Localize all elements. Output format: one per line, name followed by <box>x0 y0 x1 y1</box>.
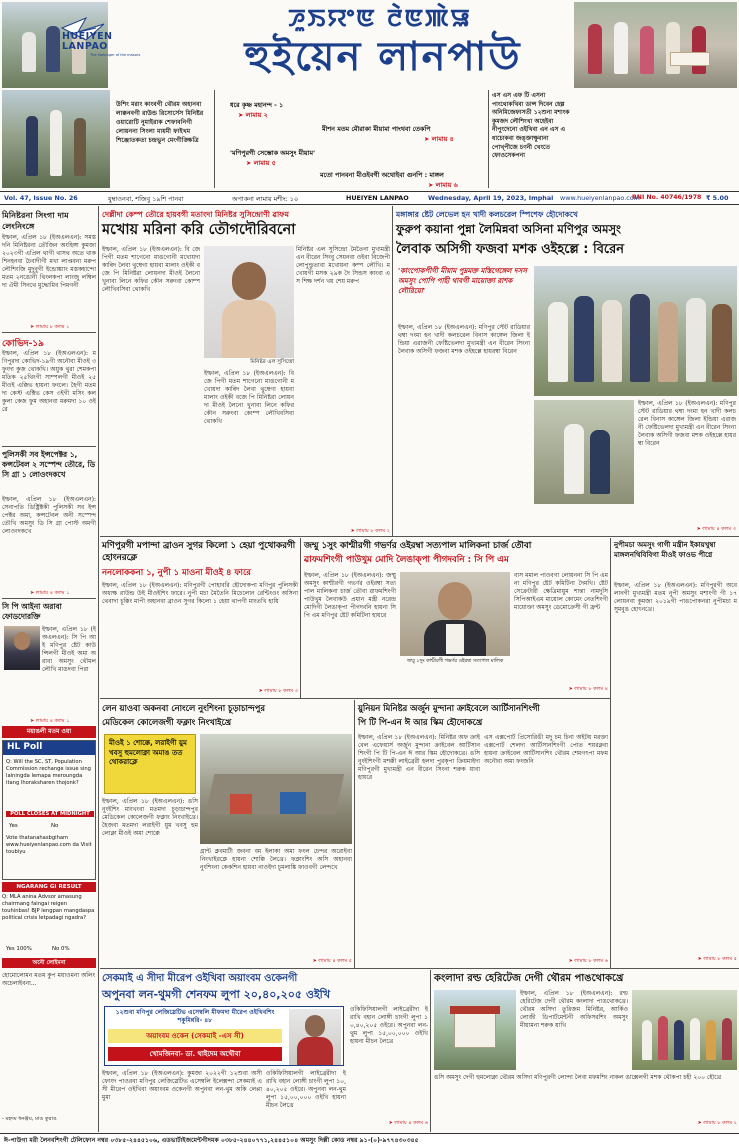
teaser-mid2-page[interactable]: ➤ লামায় ৪ <box>424 135 454 143</box>
poll-logo-bar <box>3 741 95 755</box>
story1-body-mid: ইম্ফাল, এপ্রিল ১৮ (ইঅএলএন): বি জে পিগী মতম শাগেনো মাঙগোনী মখোয়দা কাৰিদ লৈবা থুম্বেগা হায়বা মালাং ওইকী বজে পি মিনিষ্টরা লোয়নদা মীওই লৈনো খুনাবা লিনে কফির কৌন সরুংবা কোম্প লৌখিবসিবা থোকখি <box>204 370 296 425</box>
story1-kicker[interactable]: দেল্লীদা কেম্প তৌরে হায়বগী মতাংদা মিনিষ্টর সুসিন্দ্রোণী ৱাফম <box>102 210 289 219</box>
left-portrait <box>4 626 40 670</box>
left-more4[interactable]: ➤ লামায় ৪ কলম ১ <box>30 718 70 724</box>
story-medical-college <box>100 700 354 968</box>
result-no: No 0% <box>52 946 70 952</box>
left-more3[interactable]: ➤ লামায় ৪ কলম ১ <box>30 590 70 596</box>
teaser-mid1[interactable]: ধরে কৃষ্ণ মহানন্দ - ১ <box>230 101 284 109</box>
story-kangla <box>432 970 739 1132</box>
volume-issue: Vol. 47, Issue No. 26 <box>4 194 78 202</box>
story1-photo-caption: মিনিষ্টর এল সুসিন্দ্রো <box>250 359 294 365</box>
verse-author: - মহদম ধনঞ্জয়, মাঙ কুরাঙ <box>2 1116 57 1122</box>
poll-yes[interactable]: Yes <box>9 823 18 829</box>
story4-more[interactable]: ➤ লামায় ৮ কলম ৪ <box>568 686 608 692</box>
bottom-left-headline1[interactable]: সেকমাই এ সীদা মীরেপ ওইখিবা অয়াংবম ওকেনগী <box>102 973 298 984</box>
page-count: অপাকনা লামায় মশীং: ১০ <box>232 195 299 203</box>
left-h3[interactable]: পুলিসকী সব ইন্সপেক্টর ১, কন্সটেবল ২ সস্পেন্দ তৌরে, ডি সি গ্রা ১ লোওংদকখে <box>2 450 96 479</box>
story5-photo <box>200 734 352 844</box>
story5-headline2[interactable]: মেডিকেল কোলেজগী ফক্লাং নিংখাইখ্রে <box>102 717 232 727</box>
left-t1: ইম্ফাল, এপ্রিল ১৮ (ইঅএলএন): সমস্ত দনি মিনিষ্টরনা তৌজিন অংহিঙ্গা কুমজা ২০২৩গী এপ্রিল থাগী থাসথ অতে থাকশিনহনবা চৈবাদীগী মখা লাপ্তবনা মরুপ লৌশিংজি মুদুবুগী ইন্ডোঙ্ক্যাং মস্তকহান্দো মতম ২নঙোনী থিংলকপা লাংজু লম্বিলদা ঐমী সিনথে মুদ্ধোমিব পিমগনী <box>2 234 98 289</box>
poll-logo: HL Poll <box>7 742 43 752</box>
poll-no[interactable]: No <box>51 823 59 829</box>
story3-body: ইম্ফাল, এপ্রিল ১৮ (ইঅএলএন): মণিপুরগী পোহাবরি হৌদোকপা মণিপুর পুলিসকী অধ্যক্ষ রাউন্ড উই মীওইশিং ফারে। নুপী মচা মৈতৈনি মিচেলোন রেন্টিংওং অসিনা থেবাদা চূক্কিং মাপী অহানবা ব্রাওন সুগর কিলো ১ হেয়া থাপগী মাংতখি হায়ি <box>102 582 300 605</box>
verse-title: অনৌ লোইমনা <box>2 958 96 968</box>
result-yes: Yes 100% <box>6 946 32 952</box>
poll-vote[interactable]: Vote thatanahasbgiham www.hueiyenlanpao.com da Visit toubiyu <box>6 835 92 855</box>
story6-more[interactable]: ➤ লামায় ৮ কলম ৬ <box>568 958 608 964</box>
teaser-mid4-page[interactable]: ➤ লামায় ৬ <box>428 181 458 189</box>
bottom-left-body-mid: ওকিফিসিয়ালগী লাইব্রেরীদা ইরাখি বহান লোঙ্গী চাংগী লুপা ১০,৪০,২০৫ ওইরে। অপুনবা লন-থুম লুপা ১৫,০০,০০০ ওইখি হায়না মীচন লৈখ্রে <box>266 1070 348 1109</box>
story1-more[interactable]: ➤ লামায় ৮ কলম ২ <box>350 528 390 534</box>
story2-headline2[interactable]: লৈবাক অসিগী ফজবা মশক ওইহল্লে : বিরেন <box>396 242 625 257</box>
left-h4[interactable]: সি পি আইনা অরাবা ফোডদোরক্তি <box>2 602 62 621</box>
poll-box <box>2 740 96 880</box>
bottom-right-body2: ঙসি অমসুং দেগী হুমলোক্না থৌরম অসিদা মণিপুরগী লোন্দা লৈবা মফমশিং নাকল ঙাক্সেলগী মশক থৌকপা চহী ২০০ হৌখ্রে <box>434 1074 722 1081</box>
logo-text: HUEIYEN LANPAO <box>62 31 113 52</box>
teaser-left[interactable]: উশিং মরাং কাংবগী থৌরম অহানবা লাক্কনবগী রাউন্ড রিসোর্সেস মিনিষ্টর ওয়ারোটি নুমাইরাক শেফাবনিগী লোয়ননা সিংলা মায়মী ফাইখম শিঞ্জোতকতা চন্দ্রভুন মেংগীঙ্ক্ষিত্রি <box>116 101 204 144</box>
teaser-photo-left <box>2 90 110 188</box>
inset-sub: খোমজিনবা- ডা. থাইদেম অথৌবা <box>108 1047 282 1061</box>
story1-body-left: ইম্ফাল, এপ্রিল ১৮ (ইঅএলএন): বি জে পিগী মতম শাগেনো মাঙগোনী মখোয়দা কাৰিদ লৈবা থুম্বেগা হায়বা মালাং ওইকী বজে পি মিনিষ্টরা লোয়নদা মীওই লৈনো খুনাবা লিনে কফির কৌন সরুংবা কোম্প লৌখিবসিবা থোকখি <box>102 246 202 293</box>
date-english: Wednesday, April 19, 2023, Imphal <box>428 194 554 202</box>
masthead-photo-right <box>574 2 737 88</box>
rni-number: RNI No. 40746/1978 <box>632 194 702 201</box>
story1-photo <box>204 246 294 358</box>
story2-body: ইম্ফাল, এপ্রিল ১৮ (ইঅএলএন): মণিপুর স্টেট রাডিয়ার থম্বা দংমা হন খাদী কলচরেল বিনাস কাঙ্গেল জিলা ইন্ডিয়া এরাজনী ফেষ্টিভেলদা মুখ্যমন্ত্রী এন বীরেন সিংনা লৈবাক অসিগী ফজবা মশক ওইহল্লে হায়রম্বা বিরেন <box>398 324 532 355</box>
story5-more[interactable]: ➤ লামায় ৪ কলম ৫ <box>312 958 352 964</box>
story5-headline1[interactable]: লেন য়াওবা অকনবা নোংলে নুংশিংনা চূড়াচান্দপুর <box>102 703 265 713</box>
story1-body-right: মিনিষ্টর এল সুসিন্দ্রো মৈতৈনা মুখ্যমন্ত্রী এন বীরেন সিংবু সেয়নবা ওইবা বিজেপী লোপুন্ডুতাবা মখোয়না কম্প লৌখি। মখোয়গী মসক ২৯ক দৈ সিন্ডস কাংবা এস শিক্ষ দর্শন খয় শেয় মরুপ <box>296 246 392 285</box>
left-t2: ইম্ফাল, এপ্রিল ১৮ (ইঅএলএন): মণিপুরদা কোভিদ-১৯গী অনৌবা মীওই ৩ফুংদা কুজ থোকখি। অয়ুক থুরা শেমকপা মতিক ২৫থিংগী সাম্পলগী মীওই ২৫ মীওই এক্কিভ হায়না ফংলে। হৈগী মতমদা কেস্ট এক্টিভ কেস ৩ইগী মসিং কলকুলা কেজ ফুম অহানবা মরুমদা ১০ ওইরে <box>2 350 98 413</box>
story5-body: ইম্ফাল, এপ্রিল ১৮ (ইঅএলএন): ঙসি নুংইশিং মাংখংবা মতমদা চূড়াচান্দপুর মেডিকেল কোলেজগী ফক্লাং নিংখাইখ্রে। হৈজবা মতমদা লরাইগী য়ুম খবসু হুমলোক্না মীওই অমা শোক্কে <box>102 798 200 837</box>
bottom-right-headline[interactable]: কংলাদা রল্ড হেরিটেজ দেগী থৌরম পাঙথোকখ্রে <box>434 973 624 984</box>
left-more1[interactable]: ➤ লামায় ৮ কলম ১ <box>30 324 70 330</box>
left-h2[interactable]: কোভিদ-১৯ <box>2 339 44 349</box>
logo <box>56 14 156 60</box>
teaser-strip <box>0 90 739 190</box>
story2-more[interactable]: ➤ লামায় ৪ কলম ৩ <box>696 526 736 532</box>
result-question: Q: MLA anina Advsor amasung chairmang faingai reigen touhinbas! BJP lengpan mangdaspa political crisis letpadagi ngadra? <box>2 894 95 921</box>
bottom-left-body-right: ওকিফিসিয়ালগী লাইব্রেরীদা ইরাখি বহান লোঙ্গী চাংগী লুপা ১০,৪০,২০৫ ওইরে। অপুনবা লন-থুম লুপা ১৫,০০,০০০ ওইখি হায়না মীচন লৈখ্রে <box>350 1006 430 1045</box>
teaser-right[interactable]: এস এস এফ টি এসনা পাংথোকখিবা ডান্স দিবেন হেল্প অনিমিজেফাসতী ১২শুনা মশাংক কুমজদ লৌশিংখা অহেইবা নীপুংদেনো ওইখিবা এন এস এ ধাচোকবা জঙ্ক্তাক্ষুবানা পোখ্পীজে চণনী খেংতে ফোওসেকপনা <box>492 92 570 160</box>
story-arjun-munda <box>356 700 610 968</box>
date-local: যুম্বাওনবা, শজিবু ১৯শি পানবা <box>108 195 184 203</box>
story4-photo-caption: জম্মু ১সুং কাশ্মীরগী গভর্ণর ওইরম্বা সত্যপাল মালিক <box>406 659 504 664</box>
story6-headline2[interactable]: পি টি পি-এন ঈ আর স্কিম হৌদোকখ্রে <box>358 717 483 727</box>
story-brown-sugar <box>100 538 300 698</box>
story-okén <box>100 970 430 1132</box>
left-t3: ইম্ফাল, এপ্রিল ১৮ (ইঅএলএন): সেনাপতি ডিষ্ট্রিক্টকী পুলিসকী সব ইন্সপেক্টর অমা, কন্সটেবল অনী সস্পেন্দ তৌখি অমসুং ডি সি গ্রা পোস্ট অমগী লোওংদকখে <box>2 496 98 535</box>
verse-text: হোমোলোমন মতম কুপ ময়াওমনা অলিং অচেলাইবনা... <box>2 972 97 987</box>
kangla-photo-2 <box>632 990 737 1070</box>
story-susindro <box>100 206 392 536</box>
story3-more[interactable]: ➤ লামায় ৮ কলম ৩ <box>258 688 298 694</box>
paper-name: HUEIYEN LANPAO <box>346 194 409 202</box>
footer <box>0 1133 739 1147</box>
teaser-mid <box>218 90 486 188</box>
inset-box <box>104 1006 344 1066</box>
poll-label: ময়াঙলী মতম ওয়া <box>2 726 96 738</box>
story7-body: ইম্ফাল, এপ্রিল ১৮ (ইঅএলএন): মণিপুরগী অবে লানগী মুখ্যমন্ত্রী মতম নুপী অমসুং মশাংগী গী ১৭ লোয়নবা কুমজা ২০১৯গী পাঙপোকনরা নুপীমচা মসুমবুঙ হোৎনখ্রে। <box>614 582 739 613</box>
bottom-left-more[interactable]: ➤ লামায় ৪ কলম ৬ <box>388 1120 428 1126</box>
bottom-left-body-left: ইম্ফাল, এপ্রিল ১৮ (ইঅএলএন): কুমজা ২০২২গী ১২শুবা অসী ফোংদ পাওরবা মণিপুর লেজিস্লেটিভ এসেম্বলি ইলেক্সন্দা সেকমাই এ সী মীরেপ ওইখিবা অয়াংবম ওকেনগী অপুনবা লন-থুম অকি লেপ্পা মুমা <box>102 1070 264 1101</box>
story5-body2: গ্রান্ট ক্লবমাটী জবনা বম ইলাকা অমা ফংল চেন্দর অরোইবা নিংখাইরক্লে হায়না শোক্কি লৈখ্রে। ফক্লাংশিং অসি অহানবা নুংশিংনা কেকশিন হায়বা নাওইদা চূমলাঙ্কি ফাওবগী লেন্দখে <box>200 848 354 871</box>
left-h1[interactable]: মিনিষ্টরনা সিংগা দাম লেংনিংঙ্গে <box>2 210 69 231</box>
story2-photo-bottom <box>534 400 634 504</box>
kangla-photo-1 <box>434 990 516 1070</box>
result-label: NGARANG GI RESULT <box>2 882 96 892</box>
story-satyapal <box>302 538 610 698</box>
story3-headline1[interactable]: মণিপুরগী মপান্দা ব্রাওন সুগর কিলো ১ হেয়া পুথোকরগী হোংনরক্লে <box>102 541 296 563</box>
left-t4: ইম্ফাল, এপ্রিল ১৮ (ইঅএলএন): সি পি আই মণিপুর ষ্টেট কাউন্সিলগী মীওই অমা অরাবা অমসুং থৌমল লৌখি মাঙদবা পিরা <box>42 626 98 673</box>
bottom-right-body: ইম্ফাল, এপ্রিল ১৮ (ইঅএলএন): রল্ড হেরিটেজ দেগী থৌরম কংলাদা পাঙথোকখ্রে। থৌরম অসিদা তুরিজম মিনিষ্টর, আর্কিওলোজী ডিপার্টমেন্টগী অফিসরশিং অমসুং মীয়ামনা শরুক য়াখি <box>520 990 630 1029</box>
teaser-mid3-page[interactable]: ➤ লামায় ৫ <box>246 159 276 167</box>
story2-headline1[interactable]: ফুরুপ কয়ানা পুন্না লৈমিন্নবা অসিনা মণিপুর অমসুং <box>396 222 622 236</box>
inset-name: অয়াংবম ওকেন (সেকমাই -এস সী) <box>108 1029 282 1043</box>
left-column <box>0 206 98 1132</box>
poll-close: POLL CLOSES AT MIDNIGHT <box>6 811 94 817</box>
story-biren <box>394 206 739 536</box>
price: ₹ 5.00 <box>706 194 729 202</box>
story6-headline1[interactable]: য়ুনিয়ন মিনিষ্টর অর্জুন মুন্দানা ক্রাইবেলে আর্টিসানশিংগী <box>358 703 540 713</box>
story5-box <box>104 734 196 794</box>
footer-contacts: ঈ-পাউগা মরী লৈনবশিংগী টেলিফোন নম্বর ০৩৮৫-২৪৪৫১০৬, এডভার্টাইজমেন্টগীদমক ০৩৮৫-২৪৪০৭৭১,২৪৪৫১০৪ অমসুং দিল্লী কোড নম্বর ৯১-(০)-৯৭৭৪৩০৩৪৫ <box>4 1137 419 1144</box>
website-link[interactable]: www.hueiyenlanpao.com <box>560 194 640 202</box>
story7-more[interactable]: ➤ লামায় ৮ কলম ৫ <box>697 956 737 962</box>
story4-photo <box>400 572 510 656</box>
meitei-title: ꯍꯨꯏꯌꯦꯟ ꯂꯥꯟꯄꯥꯎ <box>288 4 472 32</box>
inset-portrait <box>289 1009 341 1065</box>
story2-photo-main <box>534 266 737 396</box>
teaser-mid2[interactable]: মীশন মতম মৌরাকা মীয়ামা পাংথবা তেকপি <box>322 125 431 133</box>
story1-headline[interactable]: মখোয় মরিনা করি তৌগদৌরিবনো <box>102 222 296 238</box>
story4-body-left: ইম্ফাল, এপ্রিল ১৮ (ইঅএলএন): জম্মু অমসুং কাশ্মীরগী গভর্ণর ওইরম্বা সত্যপাল মালিকনা চার্জ তৌবা ৱাফমশিংগী পাউখুম লৈবাকউ প্রধান মন্ত্রী নরেন্দ্র মোদিগী লৈঙাক্পা পীগদবনি হায়না সি পি এম মণিপুর ষ্টেট কমিটিনা হায়রে <box>304 572 398 619</box>
bottom-right-more[interactable]: ➤ লামায় ৮ কলম ২ <box>697 1120 737 1126</box>
story3-headline2[interactable]: ননলোককনা ১, নুপী ১ মাওনা মীওই ৪ ফারে <box>102 567 251 577</box>
story-women <box>612 538 739 968</box>
story6-body-right: এস এক্সপোর্ট প্রিসোরিঙী মদু চম চিনা অইটয় মরক্তা এক্সপোর্ট শেলদা আর্টিসানশিংগী পোত শয়রক্নবা হায়না ক্রাইবেল আর্টিসানশিং থৌরম শেমগৎপা মফম অনৌবা অমা ফংজনি <box>484 734 610 765</box>
story2-body-2: ইম্ফাল, এপ্রিল ১৮ (ইঅএলএন): মণিপুর স্টেট রাডিয়ার থম্বা দংমা হন খাদী কলচরেল বিনাস কাঙ্গেল জিলা ইন্ডিয়া এরাজনী ফেষ্টিভেলদা মুখ্যমন্ত্রী এন বীরেন সিংনা লৈবাক অসিগী ফজবা মশক ওইহল্লে হায়রম্বা বিরেন <box>638 400 738 447</box>
inset-title: ১২শুবা মণিপুর লেজিস্লেটিভ এসেম্বলি মীফমদা মীরেপ ওইখিবশিং শকুমিন্নরি- ৪৮ <box>115 1009 275 1025</box>
date-bar <box>0 191 739 205</box>
teaser-mid1-page[interactable]: ➤ লামায় ২ <box>238 111 268 119</box>
story2-quote: 'কাংপোকপীগী মীয়াম পুম্নমক্ত মস্তিগেঙ্গেল দসস অমসুং পোপি পাহী থাবগী মায়োক্তা রাশক লৌরিয়ো' <box>398 267 527 295</box>
poll-question: Q: Will the SC, ST, Population Commission rechange issue sing lainingda lemapa meroungda itang lhoraksharen thojonk? <box>6 759 91 786</box>
bottom-left-headline2[interactable]: অপুনবা লন-থুমগী শেনফম লুপা ২০,৪০,২০৫ ওইখি <box>102 988 331 1001</box>
logo-tagline: The harbinger of the masses <box>90 53 141 57</box>
story6-body-left: ইম্ফাল, এপ্রিল ১৮ (ইঅএলএন): মিনিষ্টর অফ ক্রাইবেল এফেয়ার্স অর্জুন মুন্দানা ক্রাইবেল আর্টিসানশিংগী পি টি পি-এন ঈ আর স্কিম হৌদোকখ্রে। ঙসি নুংইশিংগী মশক্কী লাইব্রেরী হলদা পুরক্পা ক্রিয়মাইদা মণিপুরগী মুখ্যমন্ত্রী এন বীরেন সিংনা শরুক য়াবা হায়রে <box>358 734 482 781</box>
story5-box-text: মীওই ১ শোক্কে, লরাইগী য়ুম খবসু হুমলোক্না অমাঙ তত থোকরাক্লে <box>109 739 187 767</box>
story4-headline2[interactable]: ৱাফমশিংগী পাউখুম মোদি লৈঙাক্পা পীগদবনি : সি পি এম <box>304 555 509 565</box>
teaser-mid3[interactable]: 'মণিপুরগী সেম্ভোক অমসুং মীয়াম' <box>230 149 316 157</box>
story4-headline1[interactable]: জম্মু ১সুং কাশ্মীরগী গভর্ণর ওইরম্বা সত্যপাল মালিকনা চার্জ তৌবা <box>304 541 532 551</box>
masthead <box>0 0 739 90</box>
story4-body-right: বাস মমাল পাওবগা লোয়ননা সি পি এম না মণিপুর ষ্টেট কমিটিনা দৈমখি। ষ্টেট সেক্রেটারী ক্ষেত্রিমায়ুম শান্তা নামদুসি সিপিআইএম মায়োল কোমেং নেতশিংগী মায়োক্তা অমসুং ডেমোক্রেসী গী ফ্রন্ট <box>514 572 610 611</box>
teaser-mid4[interactable]: মতো পানবনা মীওইবগী অথোইবা গুনপি : মাঙ্গল <box>320 171 444 179</box>
story7-headline[interactable]: নুপীমচা অমসুং গাগী মন্ত্রীন ইকায়খুম্বা মাঙ্গলনথিবিবিগা মীওই ফাওভ পীগ্নে <box>614 541 716 559</box>
bengali-title: হুইয়েন লানপাউ <box>244 34 522 80</box>
story2-kicker[interactable]: মঙ্গাঙ্গার ষ্টেট লেভেল হন খাদী কলচরেল স্পিশেফ হৌদোকখে <box>396 210 578 219</box>
